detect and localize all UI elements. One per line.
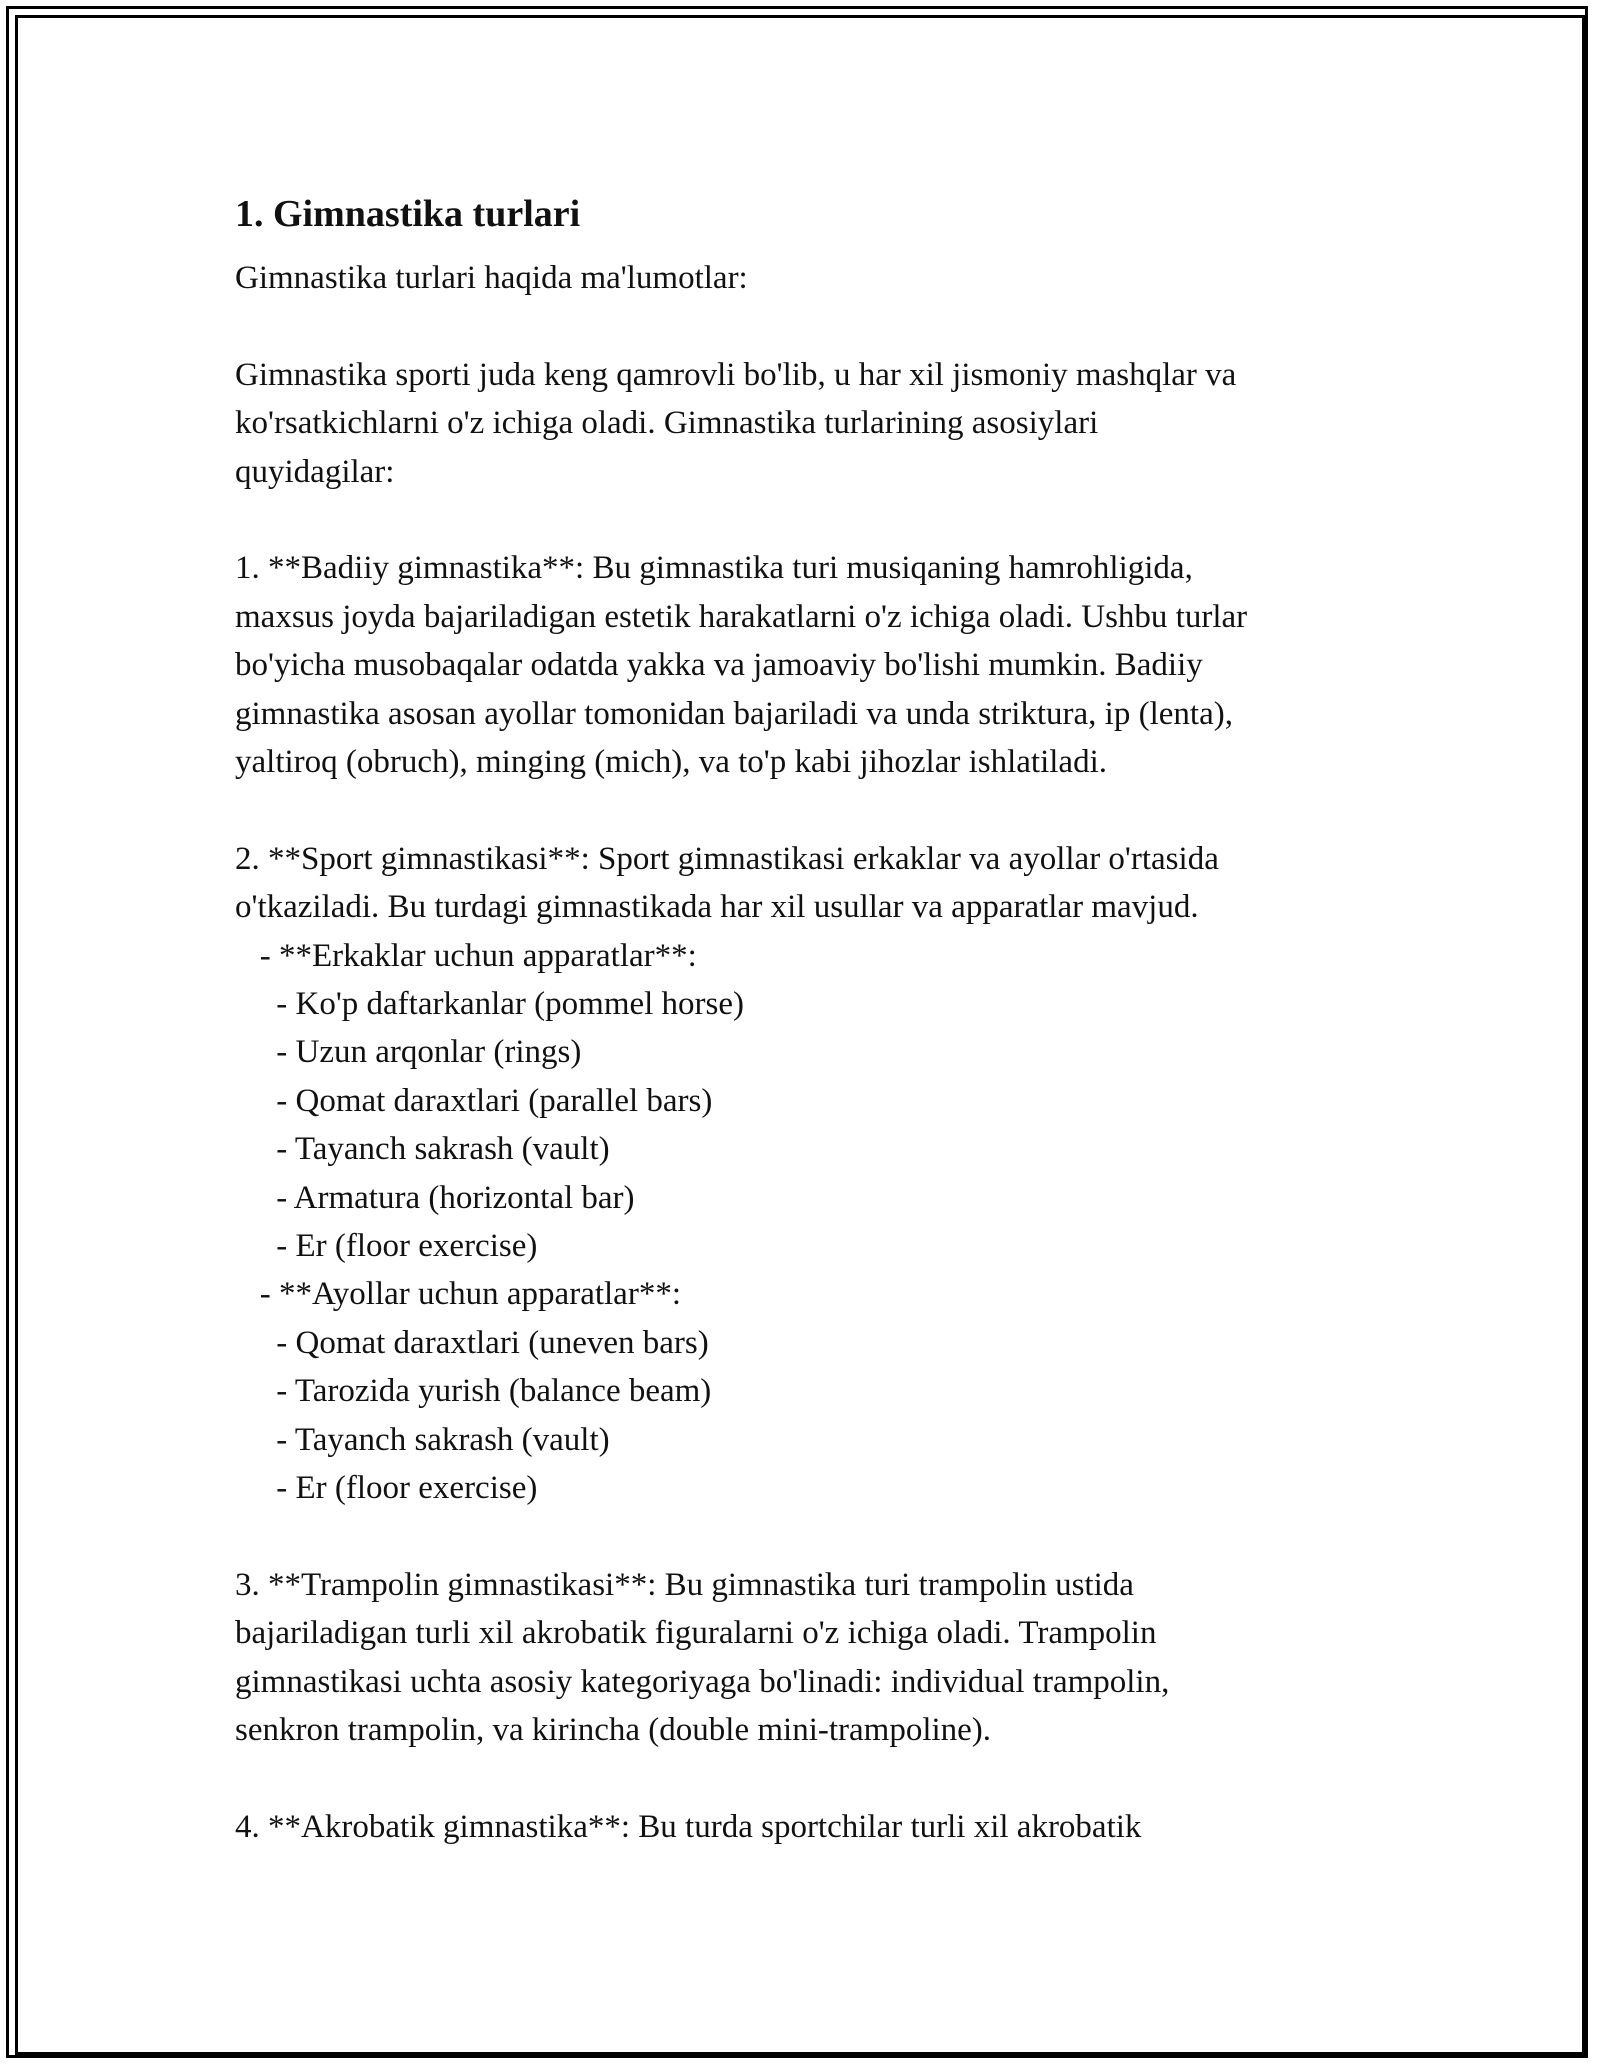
- text-line: - Qomat daraxtlari (uneven bars): [235, 1324, 709, 1361]
- text-line: - **Ayollar uchun apparatlar**:: [235, 1276, 681, 1313]
- text-line: o'tkaziladi. Bu turdagi gimnastikada har xil usullar va apparatlar mavjud.: [235, 889, 1199, 926]
- text-line: maxsus joyda bajariladigan estetik harakatlarni o'z ichiga oladi. Ushbu turlar: [235, 598, 1248, 635]
- text-line: 4. **Akrobatik gimnastika**: Bu turda sportchilar turli xil akrobatik: [235, 1808, 1142, 1845]
- text-line: - Tayanch sakrash (vault): [235, 1421, 610, 1458]
- text-lines: [235, 254, 1385, 1851]
- text-line: 2. **Sport gimnastikasi**: Sport gimnastikasi erkaklar va ayollar o'rtasida: [235, 840, 1219, 877]
- text-line: - Qomat daraxtlari (parallel bars): [235, 1082, 713, 1119]
- text-line: [235, 302, 1385, 350]
- text-line: Gimnastika turlari haqida ma'lumotlar:: [235, 260, 748, 296]
- text-line: quyidagilar:: [235, 453, 395, 490]
- text-line: yaltiroq (obruch), minging (mich), va to'p kabi jihozlar ishlatiladi.: [235, 744, 1107, 781]
- text-line: - Tarozida yurish (balance beam): [235, 1373, 712, 1410]
- text-line: senkron trampolin, va kirincha (double mini-trampoline).: [235, 1712, 992, 1749]
- section-heading: 1. Gimnastika turlari: [235, 193, 581, 235]
- text-line: - Er (floor exercise): [235, 1470, 538, 1507]
- text-line: gimnastikasi uchta asosiy kategoriyaga bo'linadi: individual trampolin,: [235, 1663, 1170, 1700]
- text-line: - Tayanch sakrash (vault): [235, 1131, 610, 1168]
- text-line: 1. **Badiiy gimnastika**: Bu gimnastika turi musiqaning hamrohligida,: [235, 550, 1193, 587]
- text-line: - Armatura (horizontal bar): [235, 1179, 635, 1216]
- text-line: bajariladigan turli xil akrobatik figuralarni o'z ichiga oladi. Trampolin: [235, 1615, 1157, 1652]
- text-line: [235, 1755, 1385, 1803]
- text-line: ko'rsatkichlarni o'z ichiga oladi. Gimnastika turlarining asosiylari: [235, 405, 1099, 442]
- text-line: 3. **Trampolin gimnastikasi**: Bu gimnastika turi trampolin ustida: [235, 1566, 1134, 1603]
- text-line: Gimnastika sporti juda keng qamrovli bo'lib, u har xil jismoniy mashqlar va: [235, 356, 1237, 393]
- text-line: - Er (floor exercise): [235, 1228, 538, 1265]
- document-body: [235, 186, 1385, 1851]
- text-line: [235, 496, 1385, 544]
- text-line: - **Erkaklar uchun apparatlar**:: [235, 937, 697, 974]
- text-line: bo'yicha musobaqalar odatda yakka va jamoaviy bo'lishi mumkin. Badiiy: [235, 647, 1203, 684]
- text-line: gimnastika asosan ayollar tomonidan bajariladi va unda striktura, ip (lenta),: [235, 695, 1233, 732]
- text-line: - Uzun arqonlar (rings): [235, 1034, 582, 1071]
- text-line: [235, 786, 1385, 834]
- text-line: - Ko'p daftarkanlar (pommel horse): [235, 986, 745, 1023]
- text-line: [235, 1513, 1385, 1561]
